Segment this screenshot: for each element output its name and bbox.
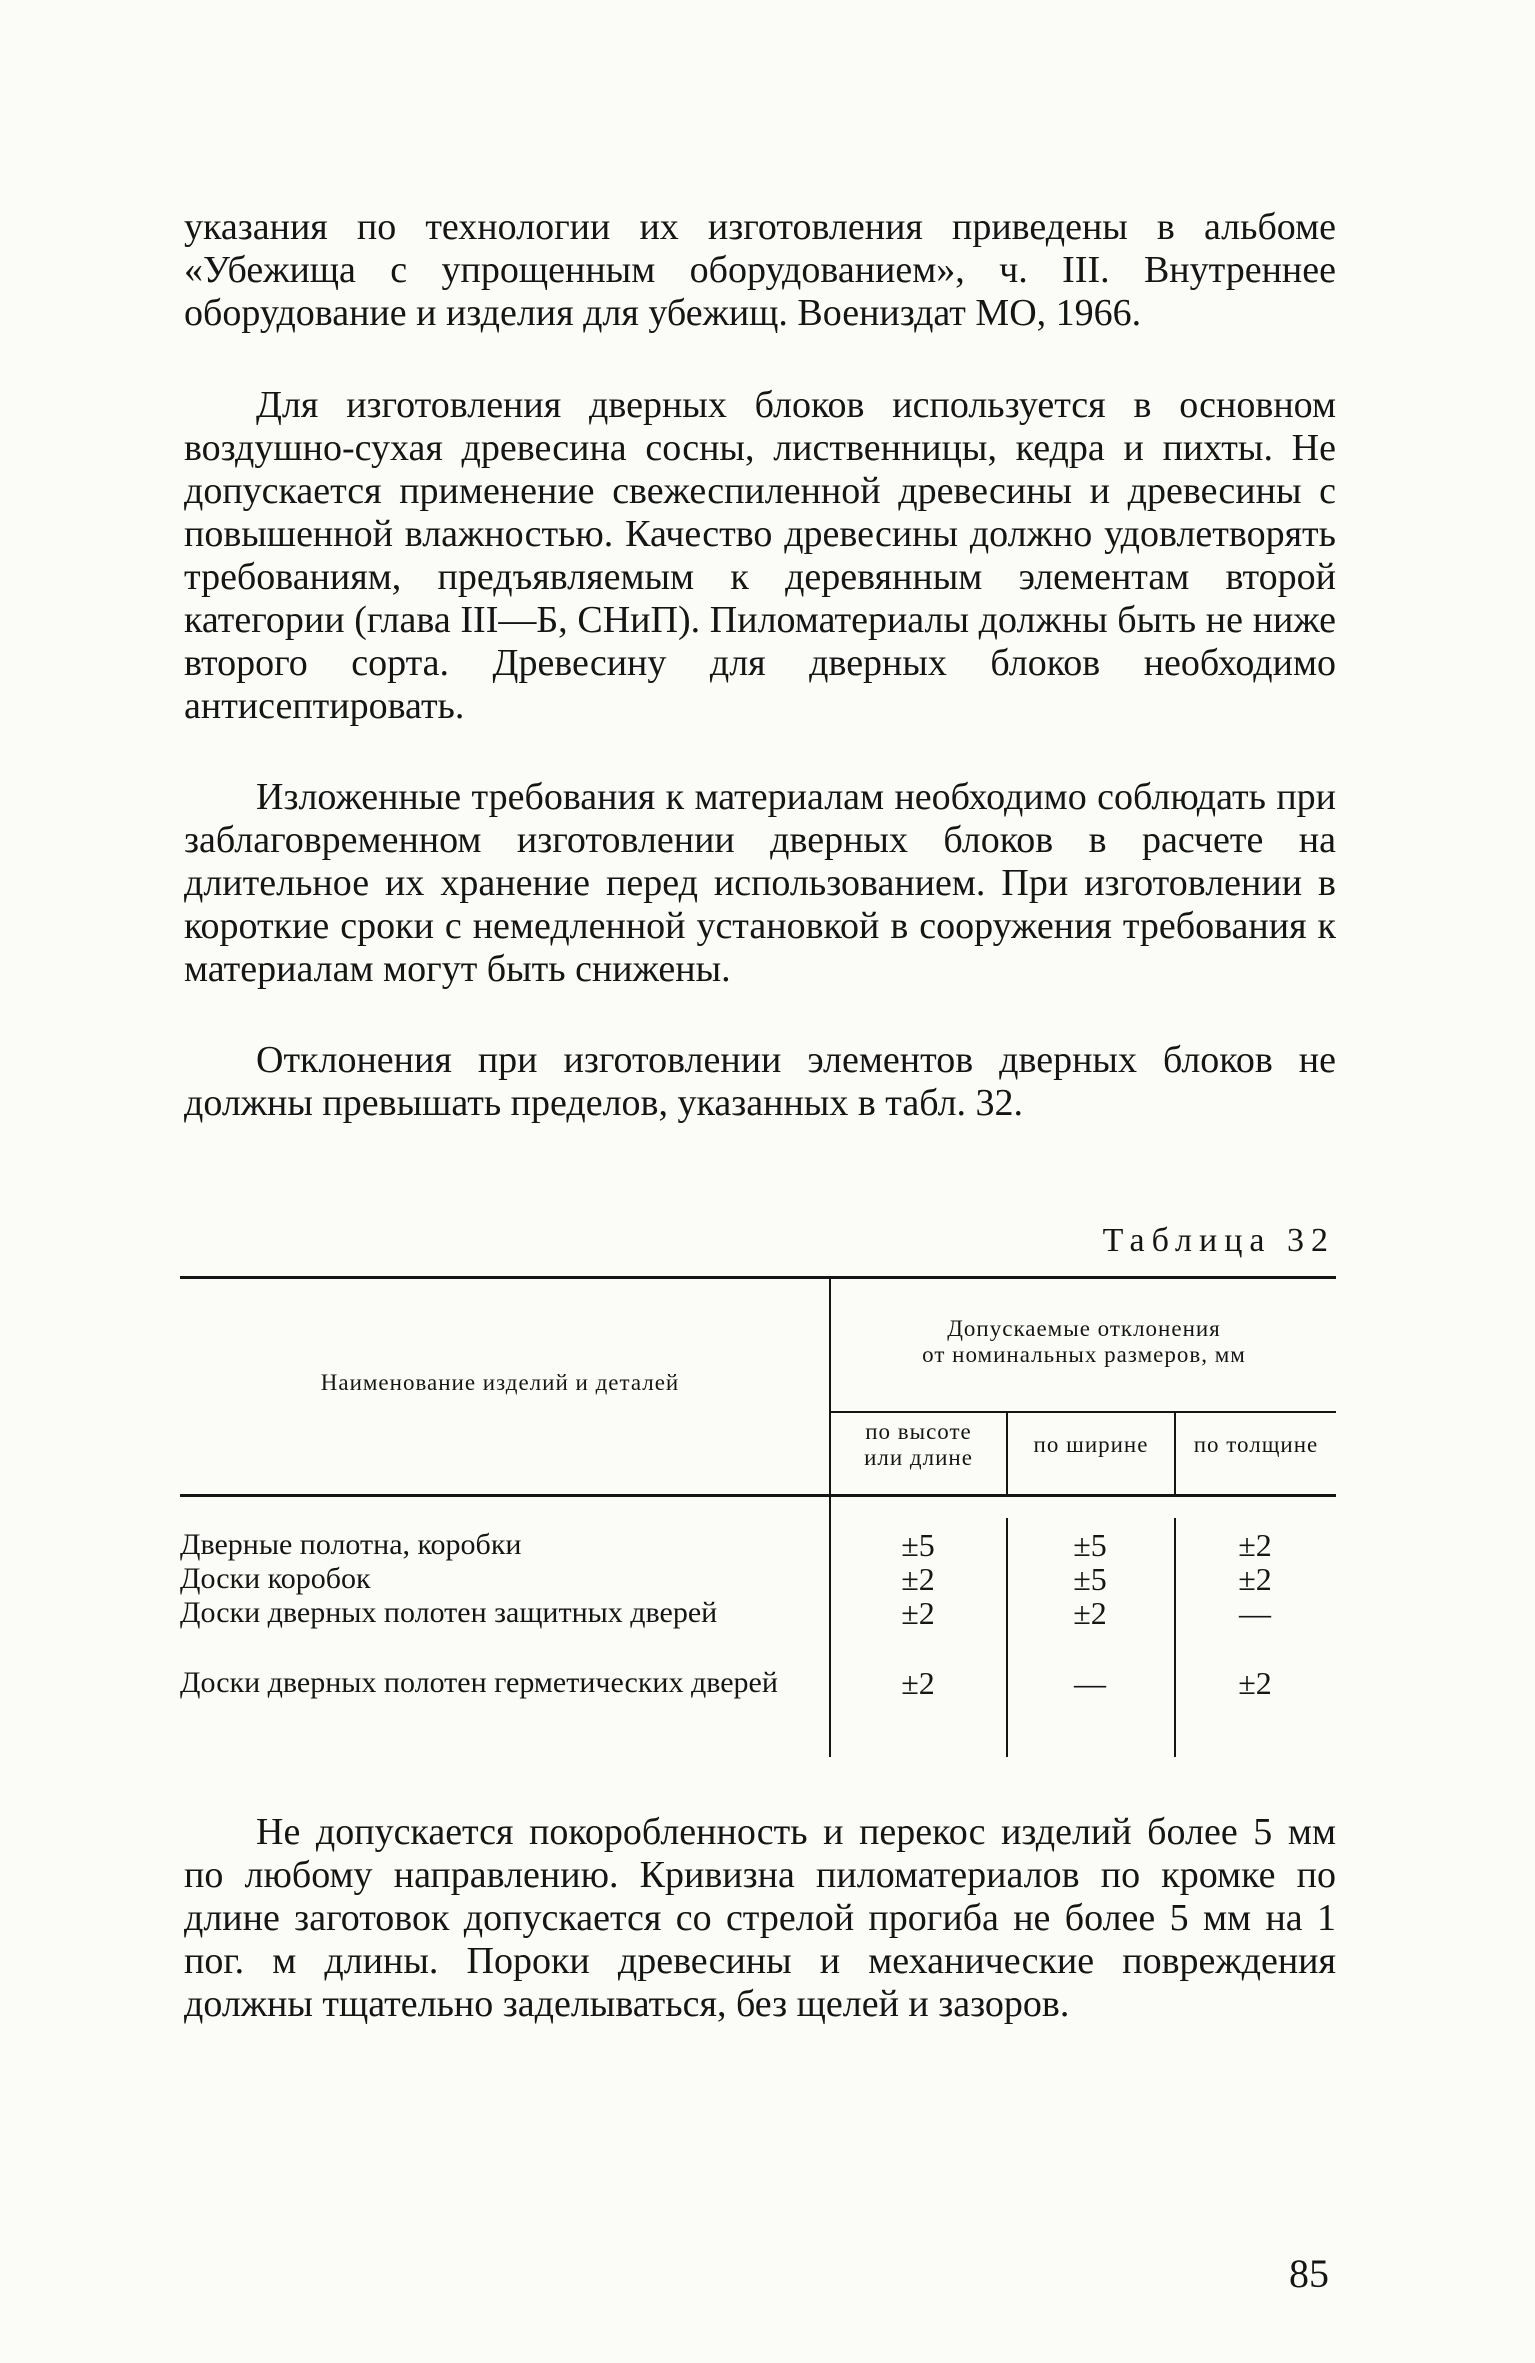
paragraph-1-text: указания по технологии их изготовления приведены в альбоме «Убежища с упрощенным оборудованием», ч. III. Внутреннее оборудование и изделия для убежищ. Воениздат МО, 1966. xyxy=(184,206,1336,334)
paragraph-4 xyxy=(184,1039,1336,1125)
row-thickness-value: — xyxy=(1239,1595,1271,1631)
row-thickness-value: ±2 xyxy=(1238,1527,1272,1563)
paragraph-1 xyxy=(184,206,1336,335)
header-group-line1: Допускаемые отклонения xyxy=(947,1316,1221,1341)
header-bottom-rule xyxy=(180,1494,1336,1497)
paragraph-5 xyxy=(184,1811,1336,2026)
row-height-value: ±5 xyxy=(901,1527,935,1563)
row-thickness-value: ±2 xyxy=(1238,1665,1272,1701)
header-col-height-line2: или длине xyxy=(864,1445,973,1470)
row-height-value: ±2 xyxy=(901,1561,935,1597)
table-caption: Таблица 32 xyxy=(1102,1222,1335,1259)
table-top-rule xyxy=(180,1276,1336,1279)
paragraph-2-text: Для изготовления дверных блоков используется в основном воздушно-сухая древесина сосны, лиственницы, кедра и пихты. Не допускается применение свежеспиленной древесины и древесины с повышенной влажностью. Качество древесины должно удовлетворять требованиям, предъявляемым к деревянным элементам второй категории (глава III—Б, СНиП). Пиломатериалы должны быть не ниже второго сорта. Древесину для дверных блоков необходимо антисептировать. xyxy=(184,384,1336,727)
header-col-thickness: по толщине xyxy=(1193,1432,1319,1457)
paragraph-2 xyxy=(184,384,1336,728)
page-number: 85 xyxy=(1289,2251,1329,2296)
row-height-value: ±2 xyxy=(901,1595,935,1631)
row-name: Доски дверных полотен герметических дверей xyxy=(180,1666,778,1699)
table-vline-2b xyxy=(1006,1518,1008,1757)
row-name: Дверные полотна, коробки xyxy=(180,1528,522,1561)
row-name: Доски коробок xyxy=(180,1562,371,1595)
header-col-width: по ширине xyxy=(1033,1432,1149,1457)
header-group xyxy=(832,1316,1336,1368)
paragraph-4-text: Отклонения при изготовлении элементов дверных блоков не должны превышать пределов, указанных в табл. 32. xyxy=(184,1039,1336,1124)
header-group-line2: от номинальных размеров, мм xyxy=(922,1342,1246,1367)
row-width-value: ±5 xyxy=(1073,1527,1107,1563)
header-name: Наименование изделий и деталей xyxy=(320,1370,680,1395)
row-height-value: ±2 xyxy=(901,1665,935,1701)
row-width-value: — xyxy=(1074,1665,1106,1701)
header-col-height-line1: по высоте xyxy=(865,1419,972,1444)
row-width-value: ±5 xyxy=(1073,1561,1107,1597)
header-group-rule xyxy=(830,1411,1336,1413)
paragraph-3 xyxy=(184,776,1336,991)
row-thickness-value: ±2 xyxy=(1238,1561,1272,1597)
paragraph-3-text: Изложенные требования к материалам необходимо соблюдать при заблаговременном изготовлении дверных блоков в расчете на длительное их хранение перед использованием. При изготовлении в короткие сроки с немедленной установкой в сооружения требования к материалам могут быть снижены. xyxy=(184,776,1336,990)
table-vline-1 xyxy=(829,1279,831,1757)
paragraph-5-text: Не допускается покоробленность и перекос изделий более 5 мм по любому направлению. Кривизна пиломатериалов по кромке по длине заготовок допускается со стрелой прогиба не более 5 мм на 1 пог. м длины. Пороки древесины и механические повреждения должны тщательно заделываться, без щелей и зазоров. xyxy=(184,1811,1336,2025)
row-name: Доски дверных полотен защитных дверей xyxy=(180,1596,718,1629)
deviation-table xyxy=(180,1276,1336,1760)
header-col-height xyxy=(831,1419,1006,1471)
row-width-value: ±2 xyxy=(1073,1595,1107,1631)
